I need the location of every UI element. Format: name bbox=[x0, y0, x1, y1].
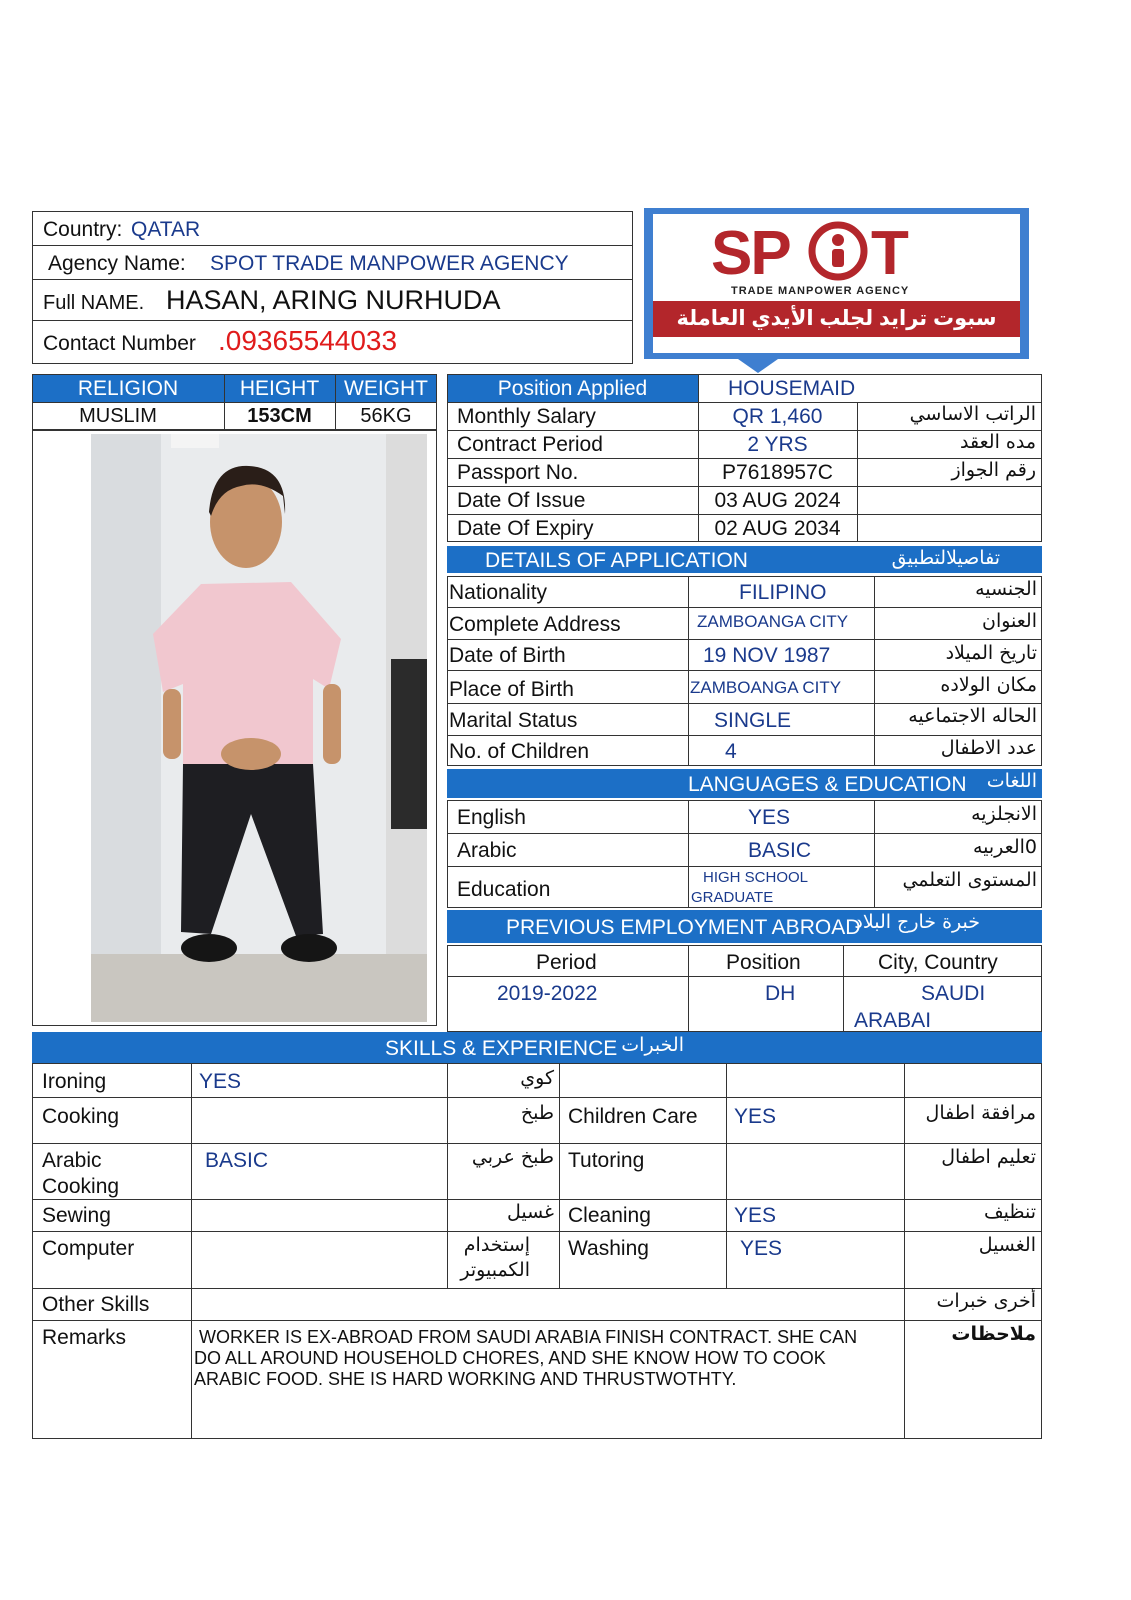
children-care-value: YES bbox=[734, 1105, 777, 1128]
computer-label: Computer bbox=[42, 1237, 135, 1260]
languages-title: LANGUAGES & EDUCATION bbox=[688, 773, 967, 796]
logo-arabic: سبوت تراید لجلب الأيدي العاملة bbox=[676, 307, 997, 330]
nationality-value: FILIPINO bbox=[739, 581, 827, 604]
remarks-line-2: DO ALL AROUND HOUSEHOLD CHORES, AND SHE KNOW HOW TO COOK bbox=[194, 1348, 826, 1368]
salary-label: Monthly Salary bbox=[457, 405, 596, 428]
arabic-cooking-label: Arabic bbox=[42, 1149, 102, 1172]
logo-brand-left: SP bbox=[711, 219, 790, 288]
passport-arabic: رقم الجواز bbox=[951, 459, 1036, 481]
sewing-label: Sewing bbox=[42, 1204, 111, 1227]
contract-value: 2 YRS bbox=[747, 433, 808, 456]
agency-logo bbox=[643, 207, 1030, 361]
contact-value: .09365544033 bbox=[218, 325, 398, 356]
sewing-arabic: غسيل bbox=[506, 1201, 554, 1223]
arabic-cooking-value: BASIC bbox=[205, 1149, 269, 1172]
computer-arabic-2: الكمبيوتر bbox=[460, 1259, 530, 1281]
salary-value: QR 1,460 bbox=[732, 405, 823, 428]
application-title-arabic: تفاصيلالتطبيق bbox=[891, 547, 1000, 569]
employment-title-arabic: خبرة خارج البلاد bbox=[854, 911, 980, 933]
tutoring-label: Tutoring bbox=[568, 1149, 645, 1172]
employment-city: SAUDI bbox=[921, 982, 986, 1005]
contract-label: Contract Period bbox=[457, 433, 603, 456]
pob-value: ZAMBOANGA CITY bbox=[690, 678, 842, 697]
address-arabic: العنوان bbox=[981, 610, 1037, 632]
logo-subtitle: TRADE MANPOWER AGENCY bbox=[731, 285, 910, 297]
issue-label: Date Of Issue bbox=[457, 489, 586, 512]
application-title: DETAILS OF APPLICATION bbox=[485, 549, 748, 572]
nationality-label: Nationality bbox=[449, 581, 548, 604]
agency-label: Agency Name: bbox=[48, 252, 186, 275]
children-care-label: Children Care bbox=[568, 1105, 698, 1128]
employment-title: PREVIOUS EMPLOYMENT ABROAD bbox=[506, 916, 861, 939]
employment-position: DH bbox=[765, 982, 796, 1005]
logo-brand-right: T bbox=[871, 219, 909, 288]
education-label: Education bbox=[457, 878, 551, 901]
religion-header: RELIGION bbox=[77, 377, 179, 400]
position-label: Position Applied bbox=[497, 377, 648, 400]
tutoring-arabic: تعليم اطفال bbox=[941, 1146, 1036, 1168]
english-arabic: الانجلزيه bbox=[971, 803, 1037, 825]
employment-country: ARABAI bbox=[854, 1009, 932, 1032]
arabic-value: BASIC bbox=[748, 839, 812, 862]
ironing-arabic: كوي bbox=[520, 1067, 554, 1089]
remarks-label: Remarks bbox=[42, 1326, 127, 1349]
children-label: No. of Children bbox=[449, 740, 590, 763]
arabic-arabic: 0العربيه bbox=[972, 836, 1037, 858]
contact-label: Contact Number bbox=[43, 332, 196, 355]
arabic-cooking-label-2: Cooking bbox=[42, 1175, 120, 1198]
washing-arabic: الغسيل bbox=[978, 1234, 1036, 1256]
nationality-arabic: الجنسيه bbox=[975, 578, 1037, 600]
children-care-arabic: مرافقة اطفال bbox=[925, 1102, 1036, 1124]
address-label: Complete Address bbox=[449, 613, 621, 636]
cooking-arabic: طبخ bbox=[520, 1102, 554, 1124]
fullname-value: HASAN, ARING NURHUDA bbox=[166, 285, 501, 315]
pob-label: Place of Birth bbox=[449, 678, 574, 701]
expiry-value: 02 AUG 2034 bbox=[714, 517, 841, 540]
weight-value: 56KG bbox=[360, 405, 412, 427]
marital-label: Marital Status bbox=[449, 709, 578, 732]
computer-arabic: إستخدام bbox=[463, 1234, 530, 1256]
remarks-line-1: WORKER IS EX-ABROAD FROM SAUDI ARABIA FINISH CONTRACT. SHE CAN bbox=[199, 1327, 858, 1347]
country-value: QATAR bbox=[131, 218, 201, 241]
salary-arabic: الراتب الاساسي bbox=[909, 403, 1036, 425]
employment-position-header: Position bbox=[726, 951, 801, 974]
address-value: ZAMBOANGA CITY bbox=[697, 612, 849, 631]
height-value: 153CM bbox=[247, 405, 312, 427]
passport-value: P7618957C bbox=[722, 461, 833, 484]
ironing-label: Ironing bbox=[42, 1070, 107, 1093]
marital-arabic: الحاله الاجتماعيه bbox=[908, 705, 1037, 727]
arabic-cooking-arabic: طبخ عربي bbox=[471, 1146, 554, 1168]
worker-photo bbox=[91, 434, 427, 1022]
remarks-line-3: ARABIC FOOD. SHE IS HARD WORKING AND THRUSTWOTHTY. bbox=[194, 1369, 737, 1389]
ironing-value: YES bbox=[199, 1070, 242, 1093]
passport-label: Passport No. bbox=[457, 461, 579, 484]
issue-value: 03 AUG 2024 bbox=[714, 489, 841, 512]
languages-title-arabic: اللغات bbox=[986, 770, 1037, 792]
english-value: YES bbox=[748, 806, 791, 829]
employment-city-header: City, Country bbox=[878, 951, 998, 974]
agency-value: SPOT TRADE MANPOWER AGENCY bbox=[210, 252, 569, 275]
arabic-label: Arabic bbox=[457, 839, 517, 862]
education-arabic: المستوى التعلمي bbox=[902, 869, 1037, 891]
height-header: HEIGHT bbox=[239, 377, 320, 400]
education-value-2: GRADUATE bbox=[691, 889, 774, 906]
skills-title: SKILLS & EXPERIENCE bbox=[385, 1037, 618, 1060]
education-value: HIGH SCHOOL bbox=[703, 869, 809, 886]
washing-value: YES bbox=[740, 1237, 783, 1260]
employment-period-header: Period bbox=[536, 951, 597, 974]
children-arabic: عدد الاطفال bbox=[940, 737, 1037, 759]
dob-value: 19 NOV 1987 bbox=[703, 644, 831, 667]
dob-label: Date of Birth bbox=[449, 644, 566, 667]
pob-arabic: مكان الولاده bbox=[940, 674, 1037, 696]
remarks-arabic: ملاحظات bbox=[951, 1323, 1036, 1345]
contract-arabic: مده العقد bbox=[960, 431, 1036, 453]
religion-value: MUSLIM bbox=[79, 405, 157, 427]
cleaning-value: YES bbox=[734, 1204, 777, 1227]
washing-label: Washing bbox=[568, 1237, 649, 1260]
other-skills-label: Other Skills bbox=[42, 1293, 150, 1316]
country-label: Country: bbox=[43, 218, 123, 241]
fullname-label: Full NAME. bbox=[43, 292, 145, 314]
expiry-label: Date Of Expiry bbox=[457, 517, 594, 540]
cleaning-arabic: تنظيف bbox=[983, 1201, 1036, 1223]
dob-arabic: تاريخ الميلاد bbox=[945, 642, 1037, 664]
cooking-label: Cooking bbox=[42, 1105, 120, 1128]
marital-value: SINGLE bbox=[714, 709, 792, 732]
skills-title-arabic: الخبرات bbox=[621, 1034, 684, 1056]
children-value: 4 bbox=[725, 740, 737, 763]
position-value: HOUSEMAID bbox=[728, 377, 856, 400]
employment-period: 2019-2022 bbox=[497, 982, 598, 1005]
other-skills-arabic: أخرى خبرات bbox=[936, 1290, 1036, 1312]
cleaning-label: Cleaning bbox=[568, 1204, 651, 1227]
english-label: English bbox=[457, 806, 526, 829]
weight-header: WEIGHT bbox=[344, 377, 428, 400]
